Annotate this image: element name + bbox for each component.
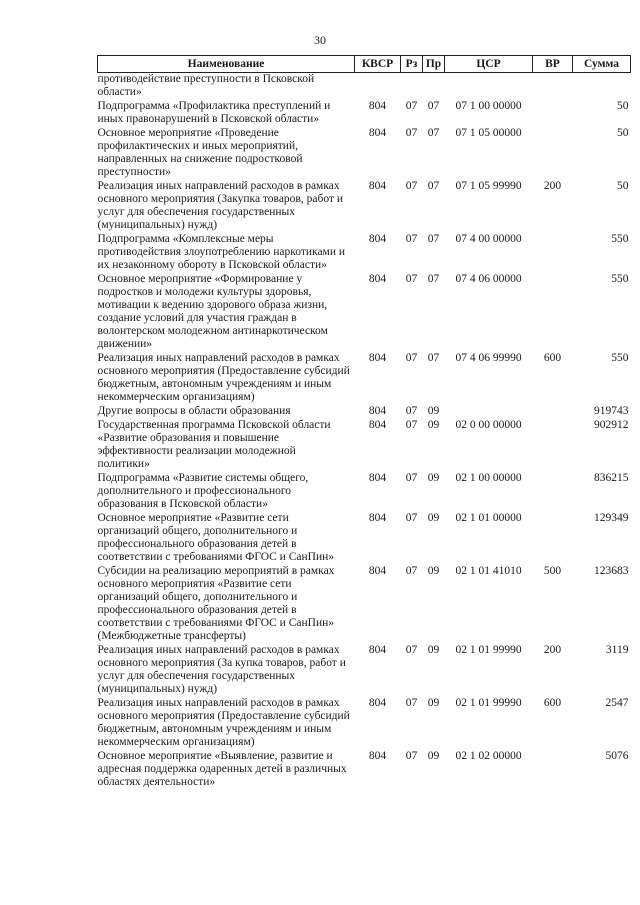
table-row xyxy=(98,750,631,790)
cell-csr: 02 1 01 41010 xyxy=(455,565,522,577)
cell-rz: 07 xyxy=(405,565,418,577)
cell-name: Государственная программа Псковской области «Развитие образования и повышение эффективности реализации молодежной политики» xyxy=(97,419,331,470)
header-rz: Рз xyxy=(401,56,423,73)
cell-pr: 09 xyxy=(427,750,440,762)
cell-name: Основное мероприятие «Выявление, развитие и адресная поддержка одаренных детей в различных областях деятельности» xyxy=(97,750,347,788)
cell-rz xyxy=(401,73,423,101)
cell-sum xyxy=(573,73,631,101)
cell-csr: 07 1 05 00000 xyxy=(455,127,522,139)
page-number: 30 xyxy=(314,33,326,47)
cell-sum: 550 xyxy=(611,273,629,285)
header-kvsr: КВСР xyxy=(355,56,401,73)
cell-csr: 02 0 00 00000 xyxy=(455,419,522,431)
cell-csr: 07 4 06 99990 xyxy=(455,352,522,364)
cell-vr: 500 xyxy=(543,565,562,577)
cell-kvsr: 804 xyxy=(368,100,387,112)
cell-sum: 836215 xyxy=(594,472,629,484)
cell-sum: 123683 xyxy=(594,565,629,577)
cell-name: Реализация иных направлений расходов в рамках основного мероприятия (Предоставление субсидий бюджетным, автономным учреждениям и иным некоммерческим организациям) xyxy=(97,697,350,748)
cell-vr: 600 xyxy=(543,697,562,709)
cell-rz: 07 xyxy=(405,644,418,656)
cell-sum: 50 xyxy=(617,100,629,112)
cell-name: Основное мероприятие «Развитие сети организаций общего, дополнительного и профессионального образования детей в соответствии с требованиями ФГОС и СанПин» xyxy=(97,512,335,563)
table-row xyxy=(98,233,631,273)
cell-kvsr: 804 xyxy=(368,472,387,484)
header-pr: Пр xyxy=(423,56,445,73)
cell-name: Подпрограмма «Развитие системы общего, дополнительного и профессионального образования в Псковской области» xyxy=(97,472,309,510)
cell-sum: 2547 xyxy=(605,697,629,709)
table-row xyxy=(98,180,631,233)
header-vr: ВР xyxy=(533,56,573,73)
cell-kvsr: 804 xyxy=(368,697,387,709)
cell-rz: 07 xyxy=(405,419,418,431)
header-sum: Сумма xyxy=(573,56,631,73)
cell-pr: 09 xyxy=(427,512,440,524)
cell-vr xyxy=(533,273,573,352)
cell-name: Реализация иных направлений расходов в рамках основного мероприятия (За купка товаров, работ и услуг для обеспечения государственных (муниципальных) нужд) xyxy=(97,644,346,695)
cell-sum: 550 xyxy=(611,352,629,364)
header-csr: ЦСР xyxy=(445,56,533,73)
cell-pr: 07 xyxy=(427,127,440,139)
cell-pr: 07 xyxy=(427,273,440,285)
cell-vr: 200 xyxy=(543,180,562,192)
cell-vr xyxy=(533,512,573,565)
cell-csr: 07 1 05 99990 xyxy=(455,180,522,192)
cell-vr xyxy=(533,100,573,127)
table-row xyxy=(98,472,631,512)
cell-csr: 02 1 01 99990 xyxy=(455,644,522,656)
table-row xyxy=(98,644,631,697)
cell-name: Подпрограмма «Комплексные меры противодействия злоупотреблению наркотиками и их незаконному обороту в Псковской области» xyxy=(97,233,346,271)
table-row xyxy=(98,273,631,352)
cell-rz: 07 xyxy=(405,233,418,245)
cell-csr xyxy=(445,73,533,101)
cell-name: Основное мероприятие «Формирование у подростков и молодежи культуры здоровья, мотивации к ведению здорового образа жизни, создание условий для участия граждан в волонтерском молодежном антинаркотическом движении» xyxy=(97,273,328,350)
cell-csr: 02 1 02 00000 xyxy=(455,750,522,762)
cell-pr: 09 xyxy=(427,405,440,417)
cell-kvsr: 804 xyxy=(368,233,387,245)
cell-rz: 07 xyxy=(405,697,418,709)
cell-kvsr: 804 xyxy=(368,565,387,577)
cell-pr: 09 xyxy=(427,472,440,484)
table-row xyxy=(98,73,631,101)
cell-rz: 07 xyxy=(405,100,418,112)
table-row xyxy=(98,100,631,127)
cell-csr: 02 1 01 99990 xyxy=(455,697,522,709)
cell-csr: 07 4 06 00000 xyxy=(455,273,522,285)
cell-csr: 02 1 01 00000 xyxy=(455,512,522,524)
cell-pr: 07 xyxy=(427,233,440,245)
table-row xyxy=(98,565,631,644)
cell-pr: 09 xyxy=(427,419,440,431)
cell-kvsr: 804 xyxy=(368,127,387,139)
table-row xyxy=(98,697,631,750)
cell-kvsr: 804 xyxy=(368,750,387,762)
cell-kvsr: 804 xyxy=(368,405,387,417)
cell-pr: 07 xyxy=(427,352,440,364)
cell-kvsr: 804 xyxy=(368,273,387,285)
cell-vr xyxy=(533,73,573,101)
cell-rz: 07 xyxy=(405,273,418,285)
cell-name: Реализация иных направлений расходов в рамках основного мероприятия (Предоставление субсидий бюджетным, автономным учреждениям и иным некоммерческим организациям) xyxy=(97,352,350,403)
cell-sum: 5076 xyxy=(605,750,629,762)
cell-sum: 129349 xyxy=(594,512,629,524)
cell-sum: 3119 xyxy=(605,644,629,656)
header-row xyxy=(98,56,631,73)
cell-vr: 600 xyxy=(543,352,562,364)
cell-sum: 550 xyxy=(611,233,629,245)
cell-name: противодействие преступности в Псковской области» xyxy=(97,73,315,98)
cell-rz: 07 xyxy=(405,127,418,139)
cell-kvsr: 804 xyxy=(368,644,387,656)
cell-vr xyxy=(533,233,573,273)
cell-sum: 919743 xyxy=(594,405,629,417)
cell-rz: 07 xyxy=(405,405,418,417)
table-row xyxy=(98,352,631,405)
cell-sum: 50 xyxy=(617,127,629,139)
cell-name: Субсидии на реализацию мероприятий в рамках основного мероприятия «Развитие сети организаций общего, дополнительного и профессионального образования детей в соответствии с требованиями ФГОС и СанПин» (Межбюджетные трансферты) xyxy=(97,565,335,642)
cell-kvsr: 804 xyxy=(368,419,387,431)
cell-sum: 902912 xyxy=(594,419,629,431)
cell-name: Реализация иных направлений расходов в рамках основного мероприятия (Закупка товаров, работ и услуг для обеспечения государственных (муниципальных) нужд) xyxy=(97,180,343,231)
cell-vr xyxy=(533,419,573,472)
table-row xyxy=(98,405,631,419)
cell-rz: 07 xyxy=(405,472,418,484)
cell-name: Другие вопросы в области образования xyxy=(97,405,291,417)
cell-sum: 50 xyxy=(617,180,629,192)
cell-vr xyxy=(533,472,573,512)
table-row xyxy=(98,419,631,472)
cell-kvsr xyxy=(355,73,401,101)
cell-kvsr: 804 xyxy=(368,512,387,524)
cell-pr: 07 xyxy=(427,100,440,112)
cell-pr: 09 xyxy=(427,565,440,577)
cell-name: Основное мероприятие «Проведение профилактических и иных мероприятий, направленных на снижение подростковой преступности» xyxy=(97,127,303,178)
cell-kvsr: 804 xyxy=(368,352,387,364)
cell-rz: 07 xyxy=(405,352,418,364)
cell-kvsr: 804 xyxy=(368,180,387,192)
cell-vr xyxy=(533,127,573,180)
cell-vr: 200 xyxy=(543,644,562,656)
header-name: Наименование xyxy=(98,56,355,73)
cell-csr: 07 4 00 00000 xyxy=(455,233,522,245)
cell-rz: 07 xyxy=(405,180,418,192)
cell-name: Подпрограмма «Профилактика преступлений и иных правонарушений в Псковской области» xyxy=(97,100,331,125)
cell-csr: 02 1 00 00000 xyxy=(455,472,522,484)
cell-vr xyxy=(533,750,573,790)
cell-pr: 07 xyxy=(427,180,440,192)
cell-csr xyxy=(445,405,533,419)
cell-rz: 07 xyxy=(405,512,418,524)
cell-vr xyxy=(533,405,573,419)
budget-table xyxy=(97,55,631,790)
cell-csr: 07 1 00 00000 xyxy=(455,100,522,112)
cell-rz: 07 xyxy=(405,750,418,762)
cell-pr: 09 xyxy=(427,644,440,656)
cell-pr xyxy=(423,73,445,101)
table-row xyxy=(98,127,631,180)
table-row xyxy=(98,512,631,565)
cell-pr: 09 xyxy=(427,697,440,709)
